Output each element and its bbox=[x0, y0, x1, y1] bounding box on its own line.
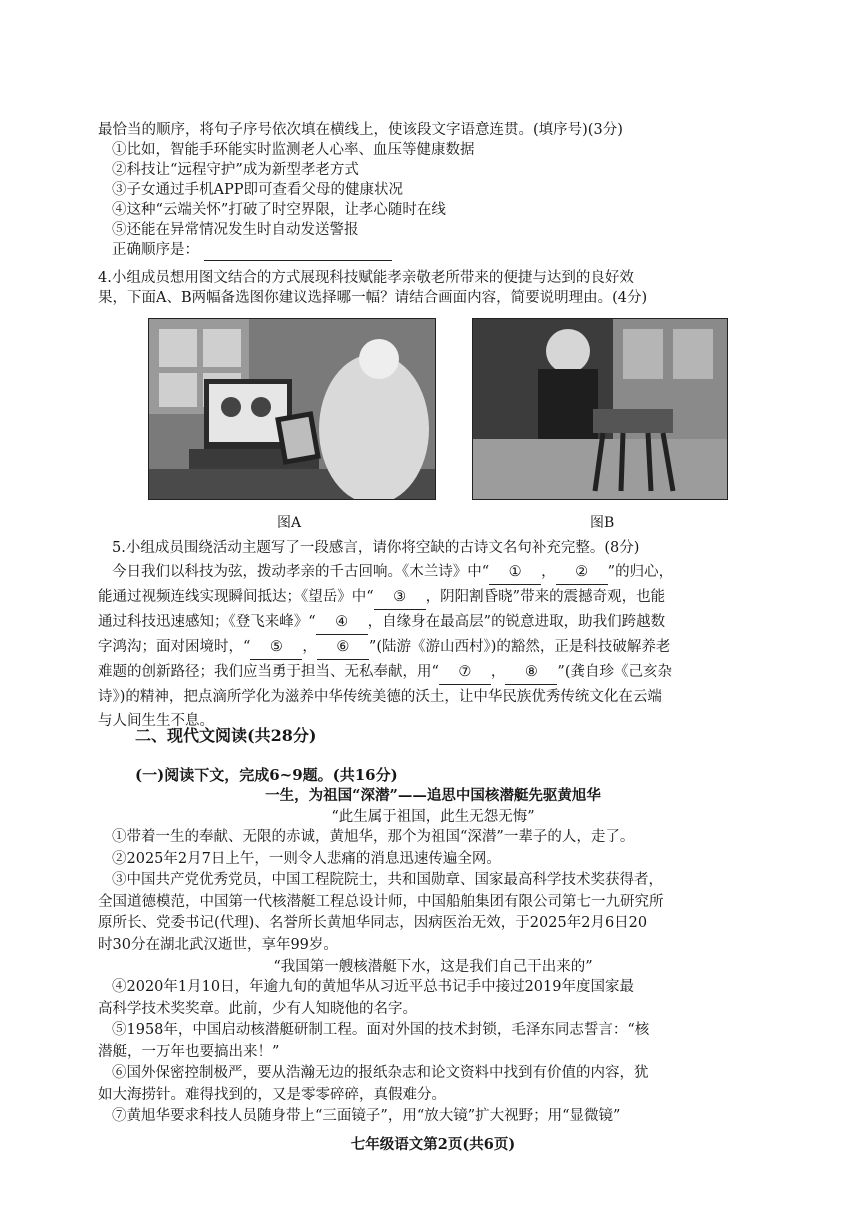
article-body-2 bbox=[98, 977, 768, 1128]
q5-line bbox=[98, 610, 768, 635]
paragraph: ②2025年2月7日上午，一则令人悲痛的消息迅速传遍全网。 bbox=[112, 850, 501, 867]
paragraph: 全国道德模范，中国第一代核潜艇工程总设计师，中国船舶集团有限公司第七一九研究所 bbox=[98, 893, 664, 910]
paragraph: 原所长、党委书记(代理)、名誉所长黄旭华同志，因病医治无效，于2025年2月6日20 bbox=[98, 915, 648, 931]
q5-text: ，自缘身在最高层”的锐意进取，助我们跨越数 bbox=[367, 614, 666, 630]
q5-text: ”(陆游《游山西村》)的豁然，正是科技破解养老 bbox=[368, 639, 671, 655]
q5-line: 诗》)的精神，把点滴所学化为滋养中华传统美德的沃土，让中华民族优秀传统文化在云端 bbox=[98, 689, 662, 705]
q5-text: ， bbox=[541, 564, 556, 580]
article-subtitle: “此生属于祖国，此生无怨无悔” bbox=[331, 809, 535, 825]
q3-answer-blank[interactable] bbox=[204, 240, 392, 261]
q5-text: ”(龚自珍《己亥杂 bbox=[557, 664, 672, 680]
q3-intro: 最恰当的顺序，将句子序号依次填在横线上，使该段文字语意连贯。(填序号)(3分) bbox=[98, 122, 623, 138]
q3-item: ⑤还能在异常情况发生时自动发送警报 bbox=[112, 222, 359, 238]
page-footer: 七年级语文第2页(共6页) bbox=[350, 1136, 516, 1153]
paragraph: ③中国共产党优秀党员，中国工程院院士，共和国勋章、国家最高科学技术奖获得者， bbox=[112, 872, 663, 888]
q5-line bbox=[98, 585, 768, 610]
q3-item: ②科技让“远程守护”成为新型孝老方式 bbox=[112, 162, 359, 178]
blank-7[interactable]: ⑦ bbox=[439, 660, 491, 685]
blank-8[interactable]: ⑧ bbox=[505, 660, 557, 685]
paragraph: 潜艇，一万年也要搞出来！” bbox=[98, 1043, 280, 1060]
q5-line bbox=[98, 660, 768, 685]
q5-text: ， bbox=[490, 664, 506, 680]
paragraph: 时30分在湖北武汉逝世，享年99岁。 bbox=[98, 936, 338, 953]
figure-a-illustration bbox=[149, 319, 435, 499]
figure-a-caption: 图A bbox=[277, 515, 302, 531]
q3-answer-line bbox=[98, 240, 768, 261]
q5-text: ，阴阳割昏晓”带来的震撼奇观，也能 bbox=[425, 589, 666, 605]
question-4 bbox=[98, 268, 768, 308]
q5-text: 能通过视频连线实现瞬间抵达；《望岳》中“ bbox=[98, 589, 374, 605]
q4-line: 果，下面A、B两幅备选图你建议选择哪一幅？请结合画面内容，简要说明理由。(4分) bbox=[98, 290, 648, 306]
figure-a-image bbox=[148, 318, 436, 500]
q5-text: 难题的创新路径；我们应当勇于担当、无私奉献，用“ bbox=[98, 664, 439, 680]
blank-5[interactable]: ⑤ bbox=[250, 635, 302, 660]
blank-2[interactable]: ② bbox=[556, 560, 608, 585]
q5-text: ， bbox=[302, 639, 317, 655]
question-5 bbox=[98, 536, 768, 733]
q5-line: 与人间生生不息。 bbox=[98, 713, 214, 729]
paragraph: ⑦黄旭华要求科技人员随身带上“三面镜子”，用“放大镜”扩大视野；用“显微镜” bbox=[112, 1108, 621, 1124]
article-subtitle: “我国第一艘核潜艇下水，这是我们自己干出来的” bbox=[273, 959, 593, 975]
q5-line bbox=[98, 560, 768, 585]
blank-4[interactable]: ④ bbox=[316, 610, 368, 635]
q3-item: ①比如，智能手环能实时监测老人心率、血压等健康数据 bbox=[112, 142, 475, 158]
figure-b-image bbox=[472, 318, 728, 500]
figure-b-caption: 图B bbox=[590, 515, 615, 531]
q5-text: ”的归心， bbox=[607, 564, 674, 580]
paragraph: ⑤1958年，中国启动核潜艇研制工程。面对外国的技术封锁，毛泽东同志誓言：“核 bbox=[112, 1022, 650, 1038]
blank-1[interactable]: ① bbox=[489, 560, 541, 585]
figure-b-illustration bbox=[473, 319, 727, 499]
q3-answer-label: 正确顺序是： bbox=[112, 242, 199, 258]
q5-text: 今日我们以科技为弦，拨动孝亲的千古回响。《木兰诗》中“ bbox=[112, 564, 490, 580]
blank-3[interactable]: ③ bbox=[374, 585, 426, 610]
paragraph: 高科学技术奖奖章。此前，少有人知晓他的名字。 bbox=[98, 1000, 417, 1017]
paragraph: 如大海捞针。难得找到的，又是零零碎碎，真假难分。 bbox=[98, 1086, 446, 1103]
q3-item: ④这种“云端关怀”打破了时空界限，让孝心随时在线 bbox=[112, 202, 446, 218]
q4-line: 4.小组成员想用图文结合的方式展现科技赋能孝亲敬老所带来的便捷与达到的良好效 bbox=[98, 270, 634, 286]
q5-text: 字鸿沟；面对困境时，“ bbox=[98, 639, 251, 655]
paragraph: ⑥国外保密控制极严，要从浩瀚无边的报纸杂志和论文资料中找到有价值的内容，犹 bbox=[112, 1065, 649, 1081]
paragraph: ④2020年1月10日，年逾九旬的黄旭华从习近平总书记手中接过2019年度国家最 bbox=[112, 979, 634, 995]
section-subheading: (一)阅读下文，完成6~9题。(共16分) bbox=[135, 766, 398, 784]
article-body bbox=[98, 827, 768, 956]
q3-item: ③子女通过手机APP即可查看父母的健康状况 bbox=[112, 182, 403, 198]
question-3 bbox=[98, 120, 768, 261]
article-title: 一生，为祖国“深潜”——追思中国核潜艇先驱黄旭华 bbox=[265, 787, 601, 804]
q5-text: 通过科技迅速感知；《登飞来峰》“ bbox=[98, 614, 316, 630]
q5-line bbox=[98, 635, 768, 660]
blank-6[interactable]: ⑥ bbox=[317, 635, 369, 660]
section-heading: 二、现代文阅读(共28分) bbox=[135, 726, 317, 745]
q5-title: 5.小组成员围绕活动主题写了一段感言，请你将空缺的古诗文名句补充完整。(8分) bbox=[112, 540, 640, 556]
paragraph: ①带着一生的奉献、无限的赤诚，黄旭华，那个为祖国“深潜”一辈子的人，走了。 bbox=[112, 829, 635, 845]
